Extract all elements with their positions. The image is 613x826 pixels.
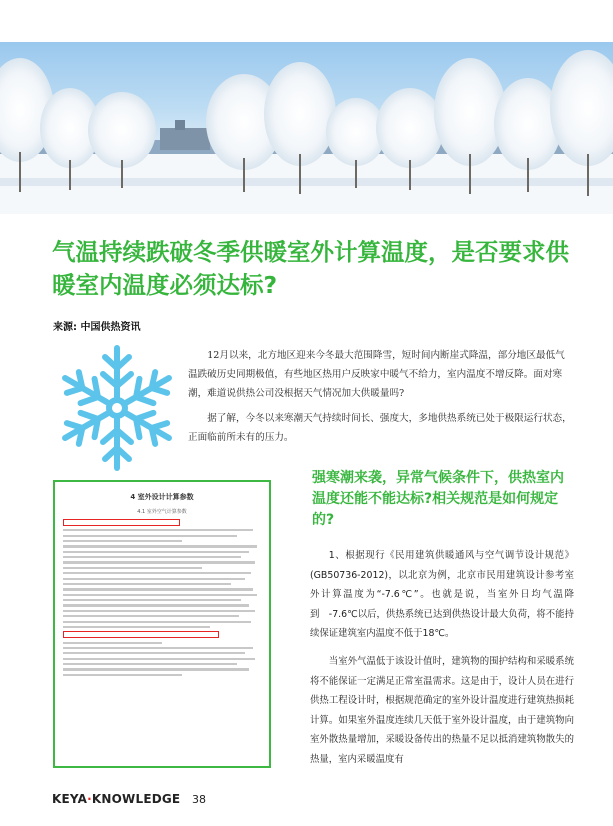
doc-text-line: [63, 529, 253, 531]
doc-text-line: [63, 604, 249, 606]
doc-text-line: [63, 652, 245, 654]
standard-excerpt-image: [53, 480, 271, 768]
section-heading: 强寒潮来袭，异常气候条件下，供热室内温度还能不能达标?相关规范是如何规定的?: [312, 470, 564, 528]
doc-subtitle: 4.1 室外空气计算参数: [137, 509, 187, 515]
brand-knowledge: KNOWLEDGE: [91, 792, 181, 806]
doc-highlight-box: [63, 519, 180, 526]
doc-highlight-box: [63, 631, 219, 638]
doc-text-line: [63, 594, 257, 596]
doc-text-line: [63, 663, 237, 665]
doc-text-line: [63, 658, 255, 660]
brand-dot: ·: [87, 792, 92, 806]
doc-text-line: [63, 621, 251, 623]
body-paragraph: 1、根据现行《民用建筑供暖通风与空气调节设计规范》(GB50736-2012)，以北京为例，北京市民用建筑设计参考室外计算温度为“-7.6℃”。也就是说，当室外日均气温降到 -7.6℃以后，供热系统已达到供热设计最大负荷，将不能持续保证建筑室内温度不低于18℃。: [310, 550, 574, 640]
doc-text-line: [63, 668, 249, 670]
doc-text-line: [63, 572, 251, 574]
doc-text-line: [63, 642, 162, 644]
intro-paragraph: 12月以来，北方地区迎来今冬最大范围降雪，短时间内断崖式降温，部分地区最低气温跌破历史同期极值，有些地区热用户反映家中暖气不给力，室内温度不增反降。面对寒潮，难道说供热公司没根据天气情况加大供暖量吗?: [188, 350, 565, 399]
doc-text-line: [63, 588, 253, 590]
doc-text-line: [63, 610, 255, 612]
doc-text-line: [63, 583, 231, 585]
brand-keya: KEYA: [52, 792, 88, 806]
doc-text-line: [63, 540, 182, 542]
article-body: [310, 546, 574, 778]
doc-text-line: [63, 556, 241, 558]
article-source: 来源: 中国供热资讯: [53, 322, 141, 333]
doc-text-line: [63, 535, 237, 537]
intro-paragraph: 据了解，今冬以来寒潮天气持续时间长、强度大，多地供热系统已处于极限运行状态，正面临前所未有的压力。: [188, 413, 572, 443]
snowflake-icon: [52, 338, 182, 478]
doc-text-line: [63, 626, 210, 628]
doc-text-line: [63, 551, 249, 553]
doc-text-line: [63, 674, 182, 676]
doc-text-line: [63, 561, 255, 563]
magazine-brand: [52, 792, 180, 806]
page-number: 38: [192, 793, 206, 806]
body-paragraph: 当室外气温低于该设计值时，建筑物的围护结构和采暖系统将不能保证一定满足正常室温需求。这是由于，设计人员在进行供热工程设计时，根据规范确定的室外设计温度进行建筑热损耗计算。如果室外温度连续几天低于室外设计温度，由于建筑物向室外散热量增加，采暖设备传出的热量不足以抵消建筑物散失的热量，室内采暖温度有: [310, 655, 574, 765]
doc-text-line: [63, 647, 253, 649]
doc-text-line: [63, 567, 202, 569]
hero-image-snowy-trees: [0, 42, 613, 214]
doc-text-line: [63, 545, 257, 547]
article-title: 气温持续跌破冬季供暖室外计算温度，是否要求供暖室内温度必须达标?: [52, 238, 569, 299]
doc-text-line: [63, 599, 241, 601]
doc-title: 4 室外设计计算参数: [130, 493, 194, 501]
doc-text-line: [63, 615, 239, 617]
article-intro: [188, 346, 574, 453]
doc-text-line: [63, 578, 245, 580]
